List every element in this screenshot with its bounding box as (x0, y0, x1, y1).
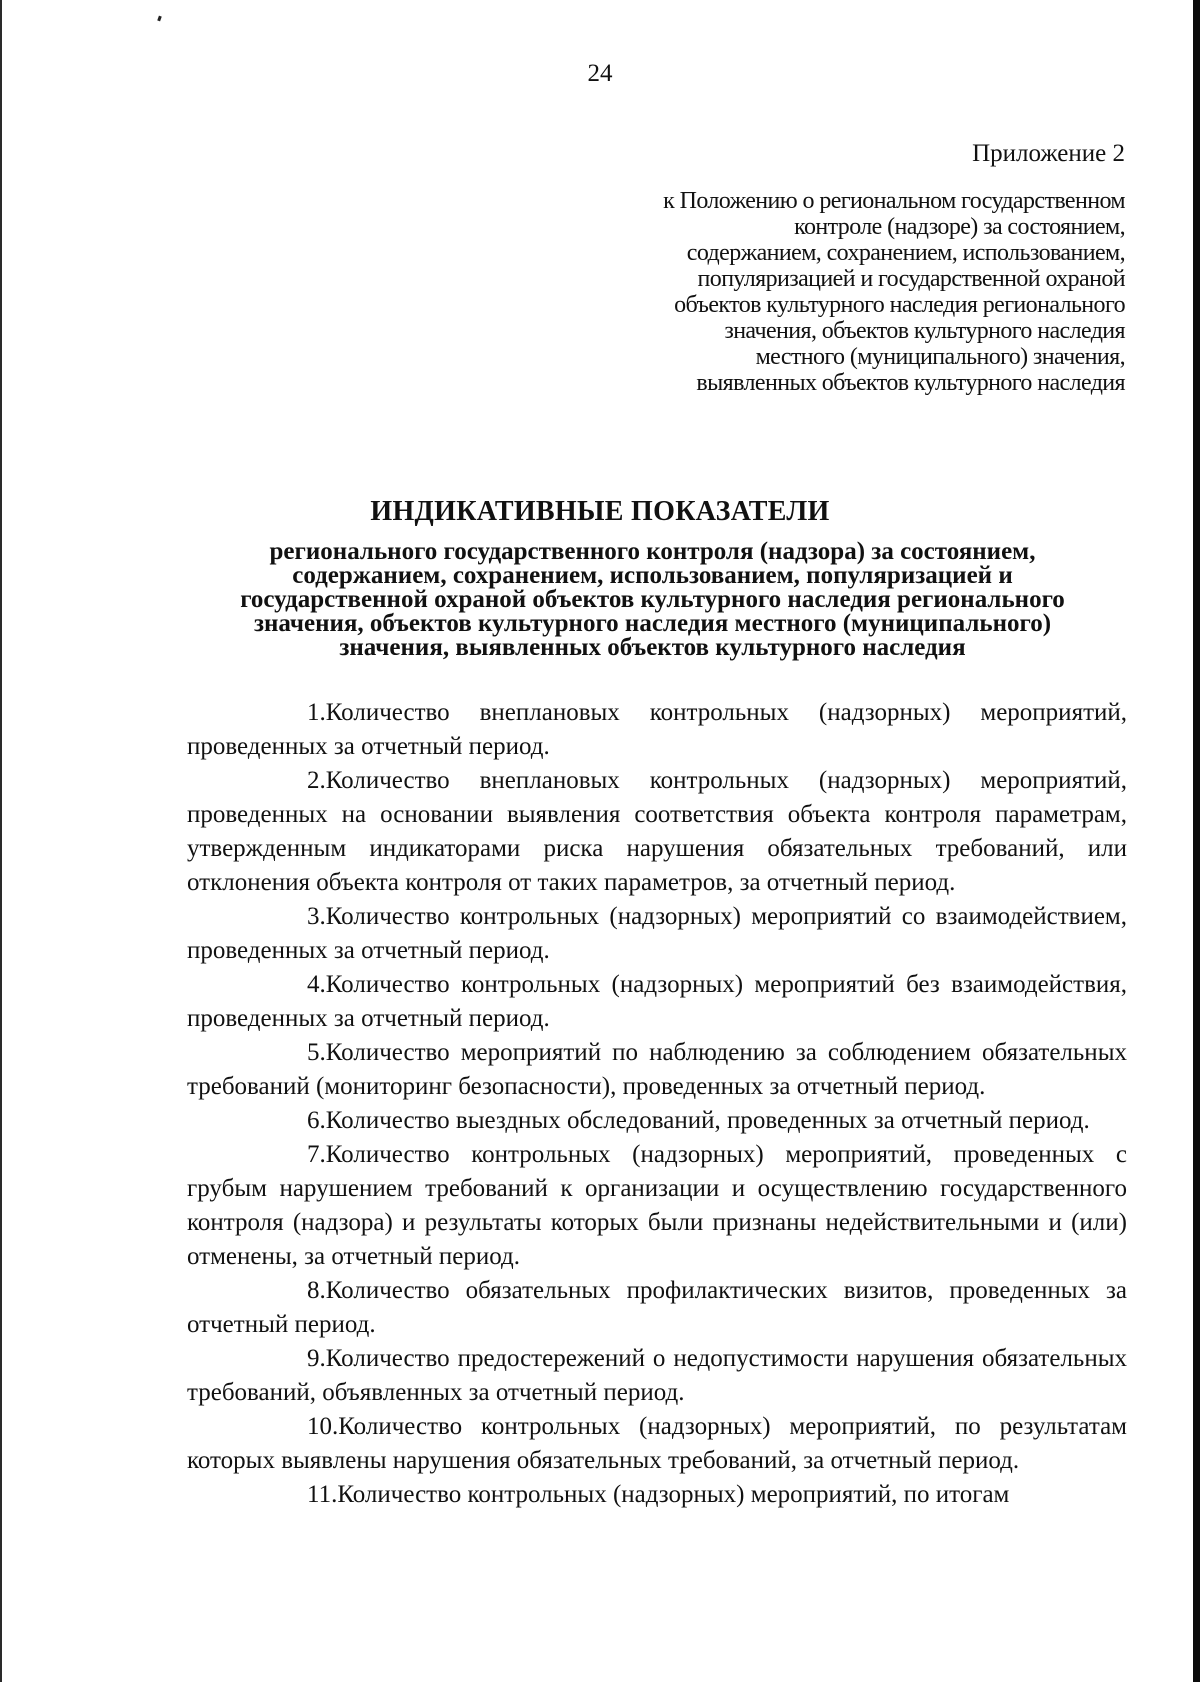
indicator-item (187, 1274, 1127, 1342)
indicator-text: Количество мероприятий по наблюдению за соблюдением обязательных требований (мониторинг безопасности), проведенных за отчетный период. (187, 1039, 1127, 1100)
appendix-ref-line: контроле (надзоре) за состоянием, (794, 214, 1125, 240)
appendix-ref-line: выявленных объектов культурного наследия (696, 370, 1125, 396)
subtitle-line: содержанием, сохранением, использованием, популяризацией и (292, 562, 1013, 589)
indicator-text: Количество контрольных (надзорных) мероприятий со взаимодействием, проведенных за отчетный период. (187, 903, 1127, 964)
appendix-ref-line: популяризацией и государственной охраной (697, 266, 1125, 292)
indicator-text: Количество контрольных (надзорных) мероприятий, по итогам (337, 1481, 1010, 1508)
scan-right-edge (1193, 0, 1200, 1682)
document-title: ИНДИКАТИВНЫЕ ПОКАЗАТЕЛИ (370, 496, 830, 527)
document-subtitle (180, 540, 1125, 660)
indicator-item (187, 968, 1127, 1036)
appendix-ref-line: местного (муниципального) значения, (755, 344, 1125, 370)
indicator-text: Количество выездных обследований, проведенных за отчетный период. (325, 1107, 1090, 1134)
indicator-text: Количество контрольных (надзорных) мероприятий без взаимодействия, проведенных за отчетный период. (187, 971, 1127, 1032)
indicator-item (187, 696, 1127, 764)
appendix-reference (605, 188, 1125, 396)
indicator-number: 9. (307, 1345, 326, 1372)
indicator-text: Количество обязательных профилактических визитов, проведенных за отчетный период. (187, 1277, 1127, 1338)
indicator-number: 2. (307, 767, 326, 794)
indicator-item (187, 1036, 1127, 1104)
subtitle-line: значения, выявленных объектов культурного наследия (339, 634, 966, 661)
appendix-ref-line: объектов культурного наследия регионального (674, 292, 1125, 318)
subtitle-line: регионального государственного контроля (надзора) за состоянием, (269, 538, 1036, 565)
appendix-ref-line: содержанием, сохранением, использованием, (686, 240, 1125, 266)
indicator-number: 3. (307, 903, 326, 930)
indicator-text: Количество предостережений о недопустимости нарушения обязательных требований, объявленных за отчетный период. (187, 1345, 1127, 1406)
indicator-item (187, 1478, 1127, 1512)
appendix-ref-line: значения, объектов культурного наследия (724, 318, 1125, 344)
indicator-list (187, 696, 1127, 1512)
indicator-text: Количество внеплановых контрольных (надзорных) мероприятий, проведенных на основании выявления соответствия объекта контроля параметрам, утвержденным индикаторами риска нарушения обязательных требований, или отклонения объекта контроля от таких параметров, за отчетный период. (187, 767, 1127, 896)
indicator-text: Количество контрольных (надзорных) мероприятий, проведенных с грубым нарушением требований к организации и осуществлению государственного контроля (надзора) и результаты которых были признаны недействительными и (или) отменены, за отчетный период. (187, 1141, 1127, 1270)
indicator-number: 1. (307, 699, 326, 726)
indicator-item (187, 1104, 1127, 1138)
scan-left-edge (0, 0, 2, 1682)
indicator-number: 8. (307, 1277, 326, 1304)
indicator-number: 7. (307, 1141, 326, 1168)
indicator-number: 4. (307, 971, 326, 998)
scan-speck (157, 16, 162, 22)
subtitle-line: государственной охраной объектов культурного наследия регионального (240, 586, 1065, 613)
indicator-item (187, 1138, 1127, 1274)
indicator-text: Количество внеплановых контрольных (надзорных) мероприятий, проведенных за отчетный период. (187, 699, 1127, 760)
indicator-number: 5. (307, 1039, 326, 1066)
appendix-label: Приложение 2 (972, 140, 1125, 167)
indicator-number: 11. (307, 1481, 338, 1508)
indicator-item (187, 1410, 1127, 1478)
indicator-item (187, 900, 1127, 968)
page-number: 24 (587, 60, 613, 87)
subtitle-line: значения, объектов культурного наследия местного (муниципального) (253, 610, 1052, 637)
indicator-number: 6. (307, 1107, 326, 1134)
appendix-ref-line: к Положению о региональном государственном (663, 188, 1125, 214)
indicator-item (187, 1342, 1127, 1410)
indicator-item (187, 764, 1127, 900)
indicator-text: Количество контрольных (надзорных) мероприятий, по результатам которых выявлены нарушения обязательных требований, за отчетный период. (187, 1413, 1127, 1474)
indicator-number: 10. (307, 1413, 339, 1440)
